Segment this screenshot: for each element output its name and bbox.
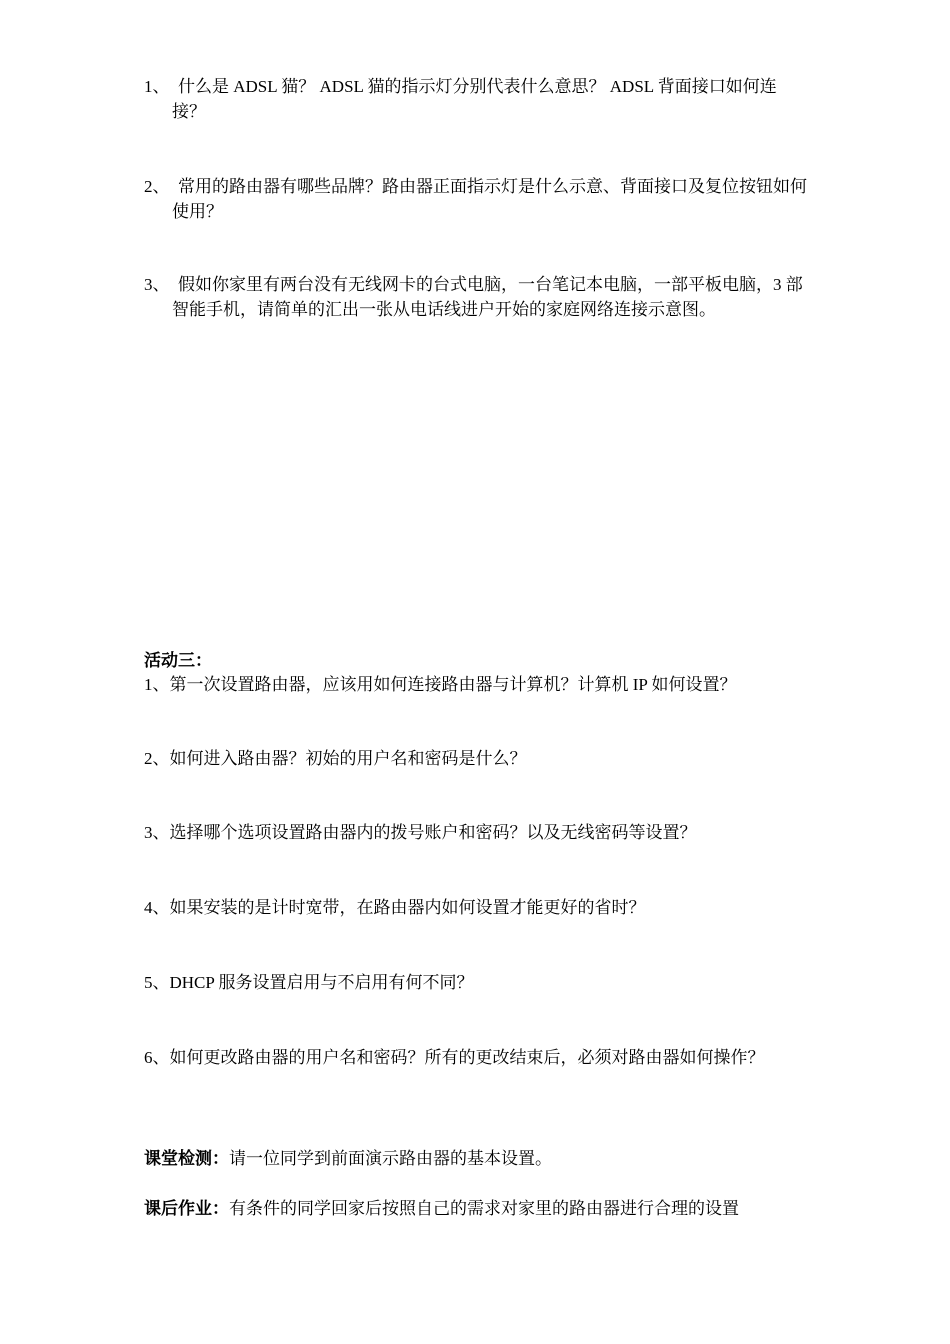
question-item bbox=[144, 174, 808, 224]
activity-question: 1、第一次设置路由器，应该用如何连接路由器与计算机？计算机 IP 如何设置？ bbox=[144, 675, 737, 694]
question-text: 什么是 ADSL 猫？ ADSL 猫的指示灯分别代表什么意思？ ADSL 背面接口如何连接？ bbox=[172, 77, 777, 121]
activity-question: 2、如何进入路由器？初始的用户名和密码是什么？ bbox=[144, 749, 527, 768]
class-check-text: 请一位同学到前面演示路由器的基本设置。 bbox=[229, 1149, 552, 1168]
activity-question: 3、选择哪个选项设置路由器内的拨号账户和密码？以及无线密码等设置？ bbox=[144, 823, 697, 842]
homework-label: 课后作业： bbox=[144, 1199, 229, 1218]
class-check bbox=[144, 1146, 810, 1172]
class-check-label: 课堂检测： bbox=[144, 1149, 229, 1168]
homework-text: 有条件的同学回家后按照自己的需求对家里的路由器进行合理的设置 bbox=[229, 1199, 739, 1218]
activity-heading: 活动三： bbox=[144, 651, 212, 670]
activity-question: 4、如果安装的是计时宽带，在路由器内如何设置才能更好的省时？ bbox=[144, 898, 646, 917]
question-number: 1、 bbox=[144, 77, 170, 96]
question-item bbox=[144, 272, 808, 322]
question-number: 2、 bbox=[144, 177, 170, 196]
homework bbox=[144, 1196, 810, 1222]
question-number: 3、 bbox=[144, 275, 170, 294]
activity-question: 6、如何更改路由器的用户名和密码？所有的更改结束后，必须对路由器如何操作？ bbox=[144, 1048, 765, 1067]
activity-question: 5、DHCP 服务设置启用与不启用有何不同？ bbox=[144, 973, 474, 992]
question-text: 假如你家里有两台没有无线网卡的台式电脑，一台笔记本电脑，一部平板电脑，3 部智能手机，请简单的汇出一张从电话线进户开始的家庭网络连接示意图。 bbox=[172, 275, 803, 319]
question-text: 常用的路由器有哪些品牌？路由器正面指示灯是什么示意、背面接口及复位按钮如何使用？ bbox=[172, 177, 807, 221]
question-item bbox=[144, 74, 808, 124]
